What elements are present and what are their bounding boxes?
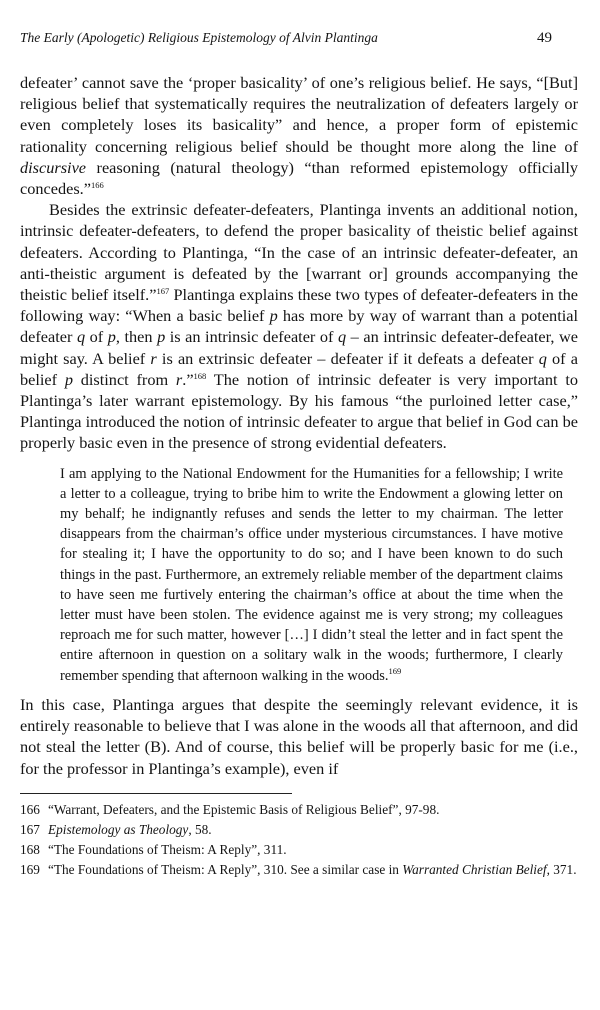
emphasis-discursive: discursive (20, 157, 87, 177)
footnote-ref-168[interactable]: 168 (193, 370, 207, 381)
body-text (20, 72, 578, 779)
running-head (20, 30, 570, 47)
paragraph-2: Besides the extrinsic defeater-defeaters, Plantinga invents an additional notion, intrinsic defeater-defeaters, to defend the proper basicality of theistic belief against defeaters. According to Plantinga, “In the case of an intrinsic defeater-defeater, an anti-theistic argument is defeated by the [warrant or] grounds accompanying the theistic belief itself.”$^{167}$ Plantinga explains these two types of defeater-defeaters in the following way: “When a basic belief p has more by way of warrant than a potential defeater q of p, then p is an intrinsic defeater of q – an intrinsic defeater-defeater, we might say. A belief r is an extrinsic defeater – defeater if it defeats a defeater q of a belief p distinct from r.”$^{168}$ The notion of intrinsic defeater is very important to Plantinga’s later warrant epistemology. By his famous “the purloined letter case,” Plantinga introduced the notion of intrinsic defeater to argue that belief in God can be properly basic even in the presence of strong evidential defeaters. (20, 200, 579, 453)
footnote-ref-167[interactable]: 167 (156, 286, 170, 297)
running-head-title: The Early (Apologetic) Religious Epistemology of Alvin Plantinga (20, 30, 378, 45)
paragraph-1: defeater’ cannot save the ‘proper basicality’ of one’s religious belief. He says, “[But] religious belief that systematically requires the neutralization of defeaters largely or even completely loses its basicality” and hence, a proper form of epistemic rationality concerning religious belief should be thought more along the line of discursive reasoning (natural theology) “than reformed epistemology officially concedes.”$^{166}$ (20, 73, 578, 199)
footnote-168: 168 “The Foundations of Theism: A Reply”, 311. (20, 841, 287, 857)
paragraph-3: In this case, Plantinga argues that despite the seemingly relevant evidence, it is entirely reasonable to believe that I was alone in the woods all that afternoon, and did not steal the letter (B). And of course, this belief will be properly basic for me (i.e., for the professor in Plantinga’s example), even if (20, 694, 578, 778)
footnote-169: 169 “The Foundations of Theism: A Reply”, 310. See a similar case in Warranted Christian Belief, 371. (20, 861, 577, 877)
footnote-ref-166[interactable]: 166 (90, 180, 104, 191)
block-quote: I am applying to the National Endowment for the Humanities for a fellowship; I write a letter to a colleague, trying to bribe him to write the Endowment a glowing letter on my behalf; he indignantly refuses and sends the letter to my chairman. The letter disappears from the chairman’s office under mysterious circumstances. I have motive for stealing it; I have the opportunity to do so; and I have been known to do such things in the past. Furthermore, an extremely reliable member of the department claims to have seen me furtively entering the chairman’s office at about the time when the letter must have been stolen. The evidence against me is very strong; my colleagues reproach me for such matter, however […] I didn’t steal the letter and in fact spent the entire afternoon in question on a solitary walk in the woods; furthermore, I clearly remember spending that afternoon walking in the woods.$^{169}$ (60, 465, 563, 684)
footnote-divider (20, 793, 292, 794)
footnotes (20, 800, 578, 880)
footnote-167: 167 Epistemology as Theology, 58. (20, 821, 212, 837)
footnote-ref-169[interactable]: 169 (388, 665, 402, 676)
page-number: 49 (537, 30, 552, 46)
footnote-166: 166 “Warrant, Defeaters, and the Epistemic Basis of Religious Belief”, 97-98. (20, 801, 440, 817)
